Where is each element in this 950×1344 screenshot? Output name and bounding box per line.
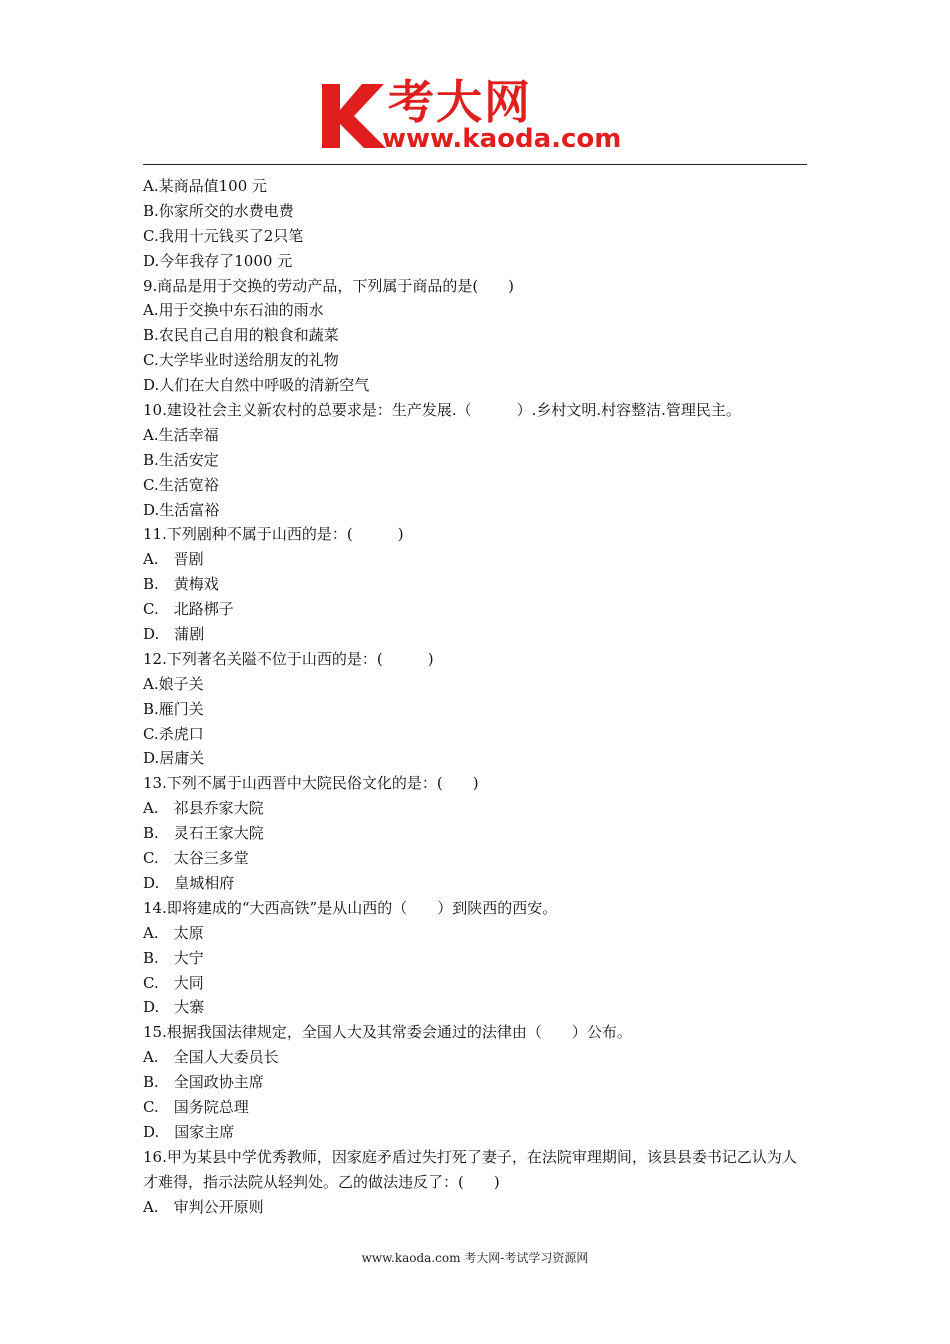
text-line: A.娘子关 <box>143 674 204 693</box>
question-12: 12.下列著名关隘不位于山西的是：( ) <box>143 649 434 668</box>
text-line: D.居庸关 <box>143 749 205 768</box>
text-line: C.杀虎口 <box>143 724 204 743</box>
text-line: A. 祁县乔家大院 <box>143 799 264 818</box>
text-line: C.大学毕业时送给朋友的礼物 <box>143 351 339 370</box>
text-line: B. 灵石王家大院 <box>143 824 264 843</box>
text-line: D. 蒲剧 <box>143 625 205 644</box>
text-line: A.某商品值100 元 <box>143 177 267 195</box>
k-logo-icon <box>318 80 390 152</box>
text-line: C. 大同 <box>143 973 204 992</box>
text-line: D.生活富裕 <box>143 500 220 519</box>
text-line: C.我用十元钱买了2只笔 <box>143 226 304 245</box>
text-line: A. 审判公开原则 <box>143 1197 264 1216</box>
question-13: 13.下列不属于山西晋中大院民俗文化的是：( ) <box>143 774 479 793</box>
question-16: 16.甲为某县中学优秀教师，因家庭矛盾过失打死了妻子，在法院审理期间，该县县委书记乙认为人才难得，指示法院从轻判处。乙的做法违反了：( ) <box>143 1147 797 1191</box>
text-line: A.用于交换中东石油的雨水 <box>143 301 324 320</box>
text-line: A. 全国人大委员长 <box>143 1048 279 1067</box>
text-line: D. 大寨 <box>143 998 205 1017</box>
question-11: 11.下列剧种不属于山西的是：( ) <box>143 525 404 544</box>
text-line: B.农民自己自用的粮食和蔬菜 <box>143 326 339 345</box>
text-line: D.今年我存了1000 元 <box>143 251 293 270</box>
question-10: 10.建设社会主义新农村的总要求是：生产发展.（ ）.乡村文明.村容整洁.管理民主。 <box>143 401 741 420</box>
text-line: A.生活幸福 <box>143 425 219 444</box>
text-line: C.生活宽裕 <box>143 475 219 494</box>
question-9: 9.商品是用于交换的劳动产品，下列属于商品的是( ) <box>143 276 515 295</box>
text-line: B.你家所交的水费电费 <box>143 201 294 220</box>
text-line: D. 国家主席 <box>143 1122 235 1141</box>
text-line: B. 黄梅戏 <box>143 575 219 594</box>
text-line: D. 皇城相府 <box>143 873 235 892</box>
text-line: B.生活安定 <box>143 450 219 469</box>
question-15: 15.根据我国法律规定，全国人大及其常委会通过的法律由（ ）公布。 <box>143 1023 632 1042</box>
text-line: D.人们在大自然中呼吸的清新空气 <box>143 376 370 395</box>
page-footer: www.kaoda.com 考大网-考试学习资源网 <box>361 1251 589 1265</box>
text-line: A. 晋剧 <box>143 550 204 569</box>
text-line: A. 太原 <box>143 923 204 942</box>
text-line: B.雁门关 <box>143 699 204 718</box>
text-line: C. 北路梆子 <box>143 600 234 619</box>
logo-text: 考大网 <box>388 75 532 129</box>
text-line: B. 大宁 <box>143 948 204 967</box>
text-line: C. 国务院总理 <box>143 1097 249 1116</box>
logo-url: www.kaoda.com <box>382 124 622 154</box>
text-line: C. 太谷三多堂 <box>143 849 249 868</box>
text-line: B. 全国政协主席 <box>143 1073 264 1092</box>
header-rule <box>143 164 807 165</box>
question-content <box>143 174 807 1219</box>
kaoda-logo <box>318 75 638 160</box>
question-14: 14.即将建成的“大西高铁”是从山西的（ ）到陕西的西安。 <box>143 898 558 917</box>
